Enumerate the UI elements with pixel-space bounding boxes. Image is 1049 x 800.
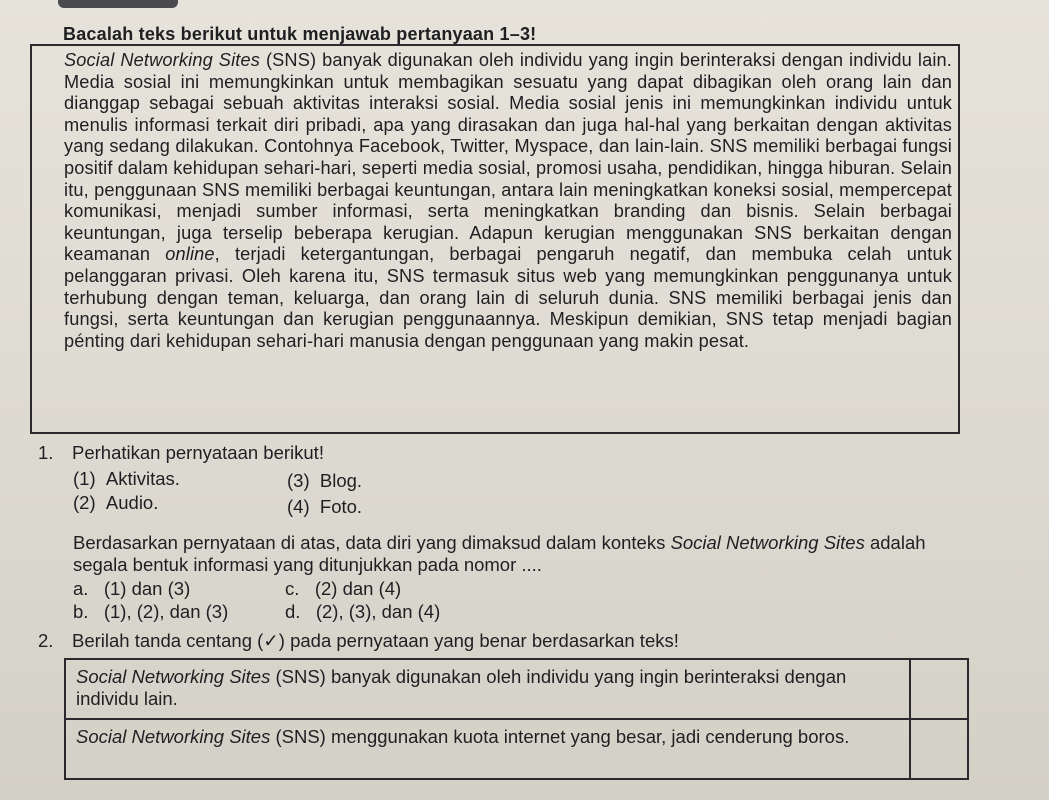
option-c[interactable]	[285, 578, 401, 600]
checklist-table	[64, 658, 969, 780]
statement-2	[73, 492, 158, 514]
statement-1-text: Aktivitas.	[105, 468, 180, 489]
question-1-body-part-2: adalah segala bentuk informasi yang ditunjukkan pada nomor ....	[73, 532, 926, 575]
option-a[interactable]	[73, 578, 190, 600]
option-c-letter: c.	[285, 578, 300, 599]
statement-3	[287, 470, 362, 492]
question-1-prompt-text: Perhatikan pernyataan berikut!	[72, 442, 324, 463]
checklist-row-1-checkbox[interactable]	[909, 660, 969, 718]
checklist-row-2-checkbox[interactable]	[909, 720, 969, 778]
passage-text-part-1: (SNS) banyak digunakan oleh individu yang ingin berinteraksi dengan individu lain. Media sosial ini memungkinkan untuk membagikan sesuatu yang dapat dibagikan oleh orang lain dan dianggap sebagai sebuah aktivitas interaksi sosial. Media sosial jenis ini memungkinkan individu untuk menulis informasi terkait diri pribadi, apa yang dirasakan dan juga hal-hal yang berkaitan dengan aktivitas yang sedang dilakukan. Contohnya Facebook, Twitter, Myspace, dan lain-lain. SNS memiliki berbagai fungsi positif dalam kehidupan sehari-hari, seperti media sosial, promosi usaha, pendidikan, hingga hiburan. Selain itu, penggunaan SNS memiliki berbagai keuntungan, antara lain meningkatkan koneksi sosial, mempercepat komunikasi, menjadi sumber informasi, serta meningkatkan branding dan bisnis. Selain berbagai keuntungan, juga terselip beberapa kerugian. Adapun kerugian menggunakan SNS berkaitan dengan keamanan	[64, 50, 952, 265]
statement-1	[73, 468, 180, 490]
option-b-letter: b.	[73, 601, 89, 622]
passage-text	[64, 50, 952, 352]
statement-2-text: Audio.	[105, 492, 159, 513]
checklist-row-2-statement	[76, 726, 896, 748]
question-2-number: 2.	[38, 630, 54, 651]
option-d[interactable]	[285, 601, 440, 623]
statement-4	[287, 496, 362, 518]
option-b[interactable]	[73, 601, 228, 623]
question-1-body-italic: Social Networking Sites	[670, 532, 865, 553]
statement-3-text: Blog.	[319, 470, 363, 491]
checklist-row-1-italic: Social Networking Sites	[76, 666, 271, 687]
checklist-row	[66, 720, 967, 778]
statement-3-num: (3)	[287, 470, 310, 491]
instruction-heading: Bacalah teks berikut untuk menjawab pertanyaan 1–3!	[63, 24, 537, 44]
option-b-text: (1), (2), dan (3)	[103, 601, 229, 622]
passage-italic-lead: Social Networking Sites	[64, 50, 260, 70]
question-1-body-part-1: Berdasarkan pernyataan di atas, data diri yang dimaksud dalam konteks	[73, 532, 671, 553]
question-2-prompt	[38, 630, 679, 652]
question-1-body	[73, 532, 963, 575]
statement-2-num: (2)	[73, 492, 96, 513]
question-1-number: 1.	[38, 442, 54, 463]
page-tab-decoration	[58, 0, 178, 8]
passage-italic-online: online	[165, 244, 215, 265]
question-1-prompt	[38, 442, 324, 464]
checklist-row-2-text: (SNS) menggunakan kuota internet yang besar, jadi cenderung boros.	[270, 726, 850, 747]
statement-4-text: Foto.	[319, 496, 363, 517]
checklist-row	[66, 660, 967, 720]
option-c-text: (2) dan (4)	[314, 578, 402, 599]
checklist-row-1-statement	[76, 666, 896, 710]
passage-text-part-2: , terjadi ketergantungan, berbagai pengaruh negatif, dan membuka celah untuk pelanggaran privasi. Oleh karena itu, SNS termasuk situs web yang memungkinkan penggunanya untuk terhubung dengan teman, keluarga, dan orang lain di seluruh dunia. SNS memiliki berbagai jenis dan fungsi, serta keuntungan dan kerugian penggunaannya. Meskipun demikian, SNS tetap menjadi bagian pénting dari kehidupan sehari-hari manusia dengan penggunaan yang makin pesat.	[64, 244, 952, 351]
statement-1-num: (1)	[73, 468, 96, 489]
option-d-letter: d.	[285, 601, 301, 622]
option-a-letter: a.	[73, 578, 89, 599]
statement-4-num: (4)	[287, 496, 310, 517]
checklist-row-2-italic: Social Networking Sites	[76, 726, 271, 747]
option-d-text: (2), (3), dan (4)	[315, 601, 441, 622]
question-2-prompt-text: Berilah tanda centang (✓) pada pernyataan yang benar berdasarkan teks!	[72, 630, 679, 651]
option-a-text: (1) dan (3)	[103, 578, 191, 599]
checklist-row-1-text: (SNS) banyak digunakan oleh individu yang ingin berinteraksi dengan individu lain.	[76, 666, 847, 709]
